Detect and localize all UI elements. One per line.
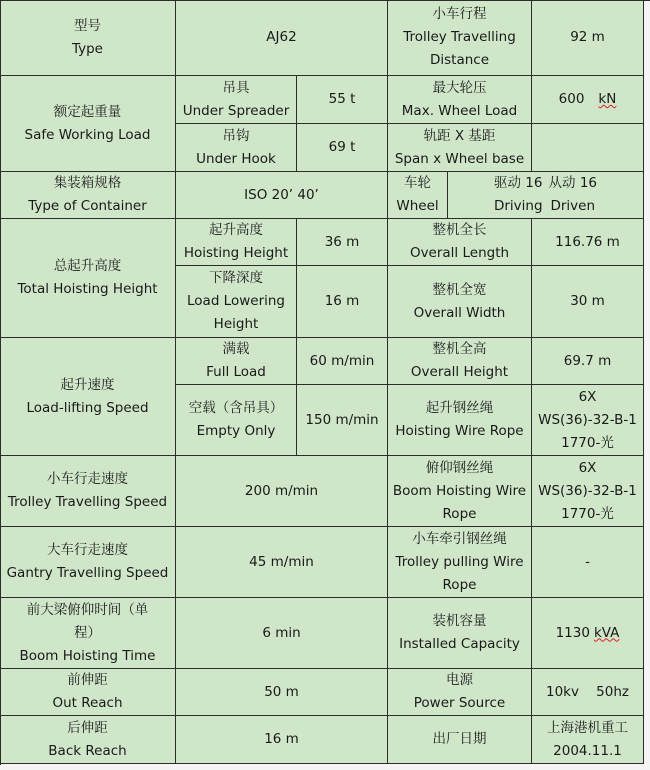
length-value-cell xyxy=(532,219,644,266)
out-reach-value-cell xyxy=(176,669,388,716)
trolley-speed-label-en: Trolley Travelling Speed xyxy=(7,494,168,510)
driven-wheels xyxy=(549,172,597,218)
hoist-rope-label-en: Hoisting Wire Rope xyxy=(395,423,524,439)
trolley-distance-label-en-2: Distance xyxy=(429,52,490,68)
wheel-load-unit: kN xyxy=(598,91,617,107)
hoist-value-cell xyxy=(297,219,388,266)
boom-time-label-en: Boom Hoisting Time xyxy=(19,647,156,664)
sheet-gutter-bottom xyxy=(0,764,650,770)
trolley-distance-label-en-1: Trolley Travelling xyxy=(403,29,516,45)
width-label-cn: 整机全宽 xyxy=(432,281,487,298)
boom-rope-label-en-1: Boom Hoisting Wire xyxy=(392,482,527,499)
lifting-speed-label-en: Load-lifting Speed xyxy=(26,399,149,416)
back-reach-value-cell xyxy=(176,716,388,764)
hoisting-height-label-cn: 总起升高度 xyxy=(53,258,122,274)
length-label-cn: 整机全长 xyxy=(432,222,487,238)
lower-label-en-1: Load Lowering xyxy=(187,293,285,309)
gantry-speed-label-en: Gantry Travelling Speed xyxy=(6,565,169,581)
hoist-rope-label-cell xyxy=(388,385,532,456)
capacity-label-cell xyxy=(388,598,532,669)
date-value-cell xyxy=(532,716,644,764)
hoisting-height-label-cell xyxy=(0,219,176,338)
gantry-speed-label-cell xyxy=(0,527,176,598)
length-label-en: Overall Length xyxy=(409,245,510,261)
empty-value-cell xyxy=(297,385,388,456)
driven-cn: 从动 16 xyxy=(548,175,598,191)
spreader-label-cell xyxy=(176,76,297,124)
wheel-value-cell xyxy=(448,172,644,219)
trolley-distance-label-cell xyxy=(388,0,532,76)
pulling-rope-label-en-1: Trolley pulling Wire xyxy=(395,553,524,570)
capacity-value-cell xyxy=(532,598,644,669)
power-label-cell xyxy=(388,669,532,716)
hoist-label-cell xyxy=(176,219,297,266)
capacity-label-en: Installed Capacity xyxy=(399,636,520,652)
type-value-cell xyxy=(176,0,388,76)
back-reach-value: 16 m xyxy=(264,731,299,747)
span-value-cell xyxy=(532,124,644,172)
capacity-value: 1130 xyxy=(555,624,590,641)
swl-label-cell xyxy=(0,76,176,172)
container-label-en: Type of Container xyxy=(28,198,147,214)
length-label-cell xyxy=(388,219,532,266)
hoisting-height-label-en: Total Hoisting Height xyxy=(17,281,158,297)
hook-label-cell xyxy=(176,124,297,172)
lower-label-en-2: Height xyxy=(213,316,259,332)
power-label-en: Power Source xyxy=(413,695,506,711)
trolley-speed-label-cn: 小车行走速度 xyxy=(47,471,128,487)
wheel-load-value: 600 xyxy=(558,91,585,107)
boom-time-label-cn-1: 前大梁俯仰时间（单 xyxy=(26,601,149,618)
type-value: AJ62 xyxy=(266,29,297,45)
spreader-value: 55 t xyxy=(328,91,356,107)
out-reach-value: 50 m xyxy=(264,683,299,700)
back-reach-label-en: Back Reach xyxy=(48,742,127,759)
span-label-en: Span x Wheel base xyxy=(394,150,525,167)
swl-label-cn: 额定起重量 xyxy=(53,103,122,120)
full-load-label-en: Full Load xyxy=(206,364,266,380)
hoist-rope-value-cell xyxy=(532,385,644,456)
hoist-label-en: Hoisting Height xyxy=(183,245,289,261)
lifting-speed-label-cell xyxy=(0,338,176,456)
spreader-label-cn: 吊具 xyxy=(222,79,250,96)
span-label-cn: 轨距 X 基距 xyxy=(423,127,496,144)
driving-cn: 驱动 16 xyxy=(494,175,543,191)
wheel-load-label-cn: 最大轮压 xyxy=(432,79,487,96)
pulling-rope-value-cell xyxy=(532,527,644,598)
container-label-cell xyxy=(0,172,176,219)
date-value: 2004.11.1 xyxy=(553,742,622,759)
overall-height-label-en: Overall Height xyxy=(410,364,509,380)
hook-value: 69 t xyxy=(328,139,356,155)
full-load-label-cn: 满载 xyxy=(222,341,250,357)
hoist-label-cn: 起升高度 xyxy=(209,222,263,238)
lifting-speed-label-cn: 起升速度 xyxy=(60,376,115,393)
gantry-speed-label-cn: 大车行走速度 xyxy=(47,542,128,558)
trolley-speed-value: 200 m/min xyxy=(244,482,319,499)
hoist-rope-label-cn: 起升钢丝绳 xyxy=(425,400,494,416)
pulling-rope-label-cn: 小车牵引钢丝绳 xyxy=(412,530,507,547)
pulling-rope-value: - xyxy=(585,553,590,570)
driving-en: Driving xyxy=(493,198,543,214)
power-label-cn: 电源 xyxy=(446,672,473,688)
type-label-cell xyxy=(0,0,176,76)
driven-en: Driven xyxy=(550,198,596,214)
wheel-label-cell xyxy=(388,172,448,219)
trolley-speed-value-cell xyxy=(176,456,388,527)
boom-rope-label-cn: 俯仰钢丝绳 xyxy=(425,459,494,476)
spreader-value-cell xyxy=(297,76,388,124)
date-label-cell xyxy=(388,716,532,764)
back-reach-label-cn: 后伸距 xyxy=(67,719,108,736)
lower-label-cn: 下降深度 xyxy=(209,270,263,286)
length-value: 116.76 m xyxy=(555,233,620,250)
power-value-cell xyxy=(532,669,644,716)
boom-rope-label-en-2: Rope xyxy=(442,505,477,522)
power-value: 10kv 50hz xyxy=(546,683,629,700)
hoist-value: 36 m xyxy=(324,233,360,250)
trolley-distance-label-cn: 小车行程 xyxy=(432,6,487,22)
driving-wheels xyxy=(494,172,543,218)
width-label-en: Overall Width xyxy=(413,304,506,321)
capacity-unit: kVA xyxy=(593,624,620,641)
trolley-distance-value: 92 m xyxy=(570,29,605,45)
wheel-label-en: Wheel xyxy=(396,198,439,214)
out-reach-label-cn: 前伸距 xyxy=(67,672,108,688)
boom-rope-value-2: WS(36)-32-B-1 xyxy=(538,482,637,499)
wheel-load-value-cell xyxy=(532,76,644,124)
pulling-rope-label-en-2: Rope xyxy=(442,576,477,593)
full-load-label-cell xyxy=(176,338,297,385)
overall-height-value: 69.7 m xyxy=(563,352,612,369)
type-label-cn: 型号 xyxy=(74,17,101,34)
width-value-cell xyxy=(532,266,644,338)
wheel-label-cn: 车轮 xyxy=(404,175,431,191)
empty-label-en: Empty Only xyxy=(196,423,276,439)
boom-time-value-cell xyxy=(176,598,388,669)
hook-value-cell xyxy=(297,124,388,172)
date-label-cn: 出厂日期 xyxy=(432,731,487,747)
overall-height-label-cn: 整机全高 xyxy=(432,341,487,357)
sheet-gutter-right xyxy=(644,0,650,770)
spreader-label-en: Under Spreader xyxy=(182,102,290,119)
lower-value: 16 m xyxy=(324,293,360,309)
empty-label-cell xyxy=(176,385,297,456)
overall-height-value-cell xyxy=(532,338,644,385)
empty-value: 150 m/min xyxy=(305,411,379,428)
swl-label-en: Safe Working Load xyxy=(24,126,151,143)
type-label-en: Type xyxy=(71,40,103,57)
hoist-rope-value-1: 6X xyxy=(578,388,597,405)
manufacturer-value: 上海港机重工 xyxy=(547,719,628,736)
boom-time-label-cn-2: 程） xyxy=(74,624,101,641)
boom-rope-value-cell xyxy=(532,456,644,527)
container-value: ISO 20’ 40’ xyxy=(244,186,319,203)
hook-label-cn: 吊钩 xyxy=(222,127,250,144)
boom-rope-value-3: 1770-光 xyxy=(561,505,614,522)
trolley-distance-value-cell xyxy=(532,0,644,76)
boom-rope-label-cell xyxy=(388,456,532,527)
lower-label-cell xyxy=(176,266,297,338)
overall-height-label-cell xyxy=(388,338,532,385)
back-reach-label-cell xyxy=(0,716,176,764)
pulling-rope-label-cell xyxy=(388,527,532,598)
trolley-speed-label-cell xyxy=(0,456,176,527)
wheel-load-label-en: Max. Wheel Load xyxy=(401,102,518,119)
hoist-rope-value-3: 1770-光 xyxy=(561,434,614,451)
container-label-cn: 集装箱规格 xyxy=(53,175,122,191)
full-load-value-cell xyxy=(297,338,388,385)
out-reach-label-cell xyxy=(0,669,176,716)
boom-time-value: 6 min xyxy=(262,624,301,641)
container-value-cell xyxy=(176,172,388,219)
capacity-label-cn: 装机容量 xyxy=(432,613,487,629)
hoist-rope-value-2: WS(36)-32-B-1 xyxy=(538,411,637,428)
boom-time-label-cell xyxy=(0,598,176,669)
boom-rope-value-1: 6X xyxy=(578,459,597,476)
wheel-load-label-cell xyxy=(388,76,532,124)
width-label-cell xyxy=(388,266,532,338)
width-value: 30 m xyxy=(570,293,605,309)
gantry-speed-value: 45 m/min xyxy=(249,553,314,570)
out-reach-label-en: Out Reach xyxy=(52,695,123,711)
gantry-speed-value-cell xyxy=(176,527,388,598)
full-load-value: 60 m/min xyxy=(309,352,375,369)
hook-label-en: Under Hook xyxy=(196,150,276,167)
empty-label-cn: 空载（含吊具） xyxy=(188,400,284,416)
lower-value-cell xyxy=(297,266,388,338)
span-label-cell xyxy=(388,124,532,172)
